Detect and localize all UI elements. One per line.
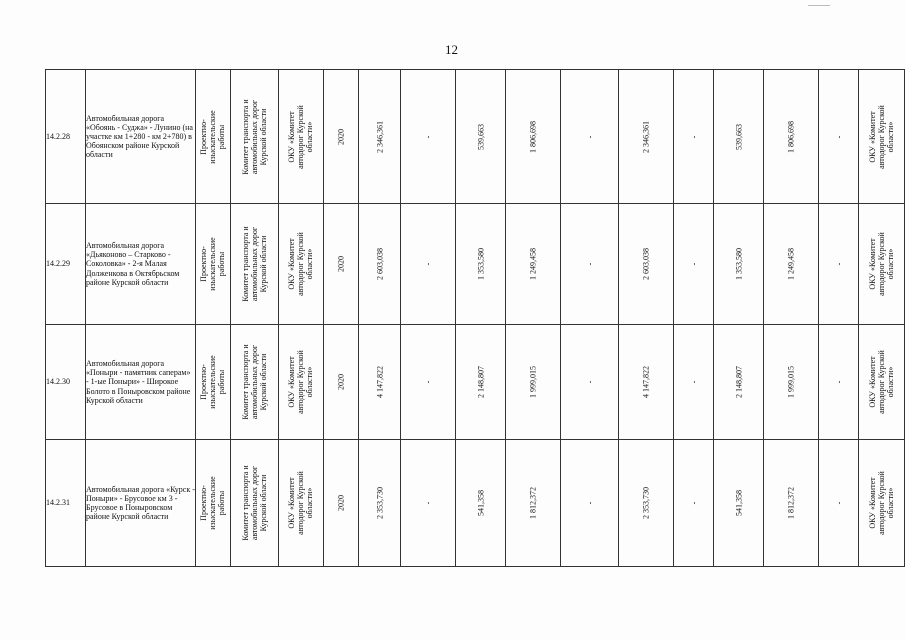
executor-cell (859, 70, 905, 204)
federal-budget: - (423, 501, 433, 505)
other-sources: - (584, 262, 594, 266)
total-amount: 2 346,361 (374, 120, 384, 153)
total-amount: 4 147,822 (374, 366, 384, 398)
federal-budget: - (423, 262, 433, 266)
local-budget-cell (506, 325, 561, 440)
customer: ОКУ «Комитет автодорог Курской области» (287, 471, 315, 535)
work-type: Проектно-изыскательские работы (199, 476, 227, 530)
executor: ОКУ «Комитет автодорог Курской области» (867, 471, 896, 535)
table-row (46, 325, 905, 440)
row-id: 14.2.29 (46, 204, 86, 325)
total-amount-cell (359, 70, 401, 204)
year-federal-budget: - (688, 135, 698, 138)
table-row (46, 440, 905, 567)
year-cell (324, 440, 359, 567)
local-budget: 1 999,015 (528, 366, 538, 398)
year: 2020 (336, 128, 346, 145)
responsible-committee-cell (231, 204, 279, 325)
year-total-amount: 2 603,038 (641, 248, 651, 280)
executor-cell (859, 440, 905, 567)
work-type-cell (196, 70, 231, 204)
year-federal-budget: - (688, 501, 698, 505)
federal-budget-cell (401, 325, 456, 440)
other-sources-cell (561, 440, 619, 567)
customer-cell (279, 325, 324, 440)
year-federal-budget: - (688, 380, 698, 384)
year-cell (324, 204, 359, 325)
year-regional-budget-cell (714, 70, 764, 204)
year-other-sources-cell (819, 325, 859, 440)
local-budget-cell (506, 440, 561, 567)
year-total-amount-cell (619, 70, 674, 204)
year: 2020 (336, 495, 346, 511)
object-name: Автомобильная дорога «Курск - Поныри» - Брусовое км 3 - Брусовое в Поныровском районе Курской области (86, 440, 196, 567)
customer-cell (279, 204, 324, 325)
year-local-budget-cell (764, 204, 819, 325)
row-id: 14.2.31 (46, 440, 86, 567)
regional-budget: 1 353,580 (475, 248, 485, 280)
regional-budget-cell (456, 325, 506, 440)
object-name: Автомобильная дорога «Дьяконово – Старково - Соколовка» - 2-я Малая Долженкова в Октябрьском районе Курской области (86, 204, 196, 325)
year-other-sources: - (833, 262, 843, 266)
other-sources-cell (561, 70, 619, 204)
work-type: Проектно-изыскательские работы (199, 109, 227, 164)
year: 2020 (336, 374, 346, 390)
year-federal-budget-cell (674, 70, 714, 204)
work-type-cell (196, 440, 231, 567)
year-regional-budget-cell (714, 440, 764, 567)
year-regional-budget: 1 353,580 (733, 248, 743, 280)
customer-cell (279, 70, 324, 204)
executor: ОКУ «Комитет автодорог Курской области» (867, 232, 896, 296)
table-row (46, 70, 905, 204)
year-federal-budget: - (688, 262, 698, 266)
regional-budget: 2 148,807 (475, 366, 485, 398)
year-local-budget-cell (764, 325, 819, 440)
year-federal-budget-cell (674, 440, 714, 567)
year-local-budget-cell (764, 70, 819, 204)
total-amount: 2 603,038 (374, 248, 384, 280)
row-id: 14.2.30 (46, 325, 86, 440)
year-other-sources-cell (819, 70, 859, 204)
responsible-committee: Комитет транспорта и автомобильных дорог Курской области (240, 465, 269, 541)
year-other-sources: - (833, 135, 843, 138)
object-name: Автомобильная дорога «Поныри - памятник саперам» - 1-ые Поныри» - Широкое Болото в Поныровском районе Курской области (86, 325, 196, 440)
year-total-amount: 4 147,822 (641, 366, 651, 398)
work-type-cell (196, 325, 231, 440)
year-total-amount-cell (619, 440, 674, 567)
regional-budget-cell (456, 440, 506, 567)
regional-budget-cell (456, 204, 506, 325)
total-amount-cell (359, 204, 401, 325)
federal-budget-cell (401, 70, 456, 204)
regional-budget-cell (456, 70, 506, 204)
year-local-budget: 1 806,698 (786, 120, 796, 153)
executor: ОКУ «Комитет автодорог Курской области» (867, 350, 896, 414)
executor: ОКУ «Комитет автодорог Курской области» (867, 104, 896, 169)
year-total-amount: 2 353,730 (641, 487, 651, 519)
federal-budget: - (423, 380, 433, 384)
year-local-budget-cell (764, 440, 819, 567)
work-type: Проектно-изыскательские работы (199, 237, 227, 291)
year-total-amount-cell (619, 325, 674, 440)
other-sources: - (584, 380, 594, 384)
total-amount-cell (359, 325, 401, 440)
total-amount: 2 353,730 (374, 487, 384, 519)
work-type-cell (196, 204, 231, 325)
year: 2020 (336, 256, 346, 272)
program-table (45, 69, 905, 567)
federal-budget: - (423, 135, 433, 138)
year-regional-budget: 539,663 (733, 123, 743, 150)
row-id: 14.2.28 (46, 70, 86, 204)
customer: ОКУ «Комитет автодорог Курской области» (287, 104, 315, 169)
local-budget: 1 812,372 (528, 487, 538, 519)
year-total-amount-cell (619, 204, 674, 325)
year-cell (324, 70, 359, 204)
responsible-committee: Комитет транспорта и автомобильных дорог Курской области (240, 226, 269, 302)
page-number: 12 (445, 42, 458, 57)
executor-cell (859, 325, 905, 440)
scan-mark (808, 5, 830, 6)
executor-cell (859, 204, 905, 325)
year-total-amount: 2 346,361 (641, 120, 651, 153)
customer: ОКУ «Комитет автодорог Курской области» (287, 232, 315, 296)
responsible-committee-cell (231, 70, 279, 204)
customer: ОКУ «Комитет автодорог Курской области» (287, 350, 315, 414)
regional-budget: 541,358 (475, 490, 485, 516)
other-sources: - (584, 135, 594, 138)
total-amount-cell (359, 440, 401, 567)
year-local-budget: 1 999,015 (786, 366, 796, 398)
work-type: Проектно-изыскательские работы (199, 355, 227, 409)
year-other-sources: - (833, 501, 843, 505)
object-name: Автомобильная дорога «Обоянь - Суджа» - Лунино (на участке км 1+280 - км 2+780) в Обоянском районе Курской области (86, 70, 196, 204)
federal-budget-cell (401, 440, 456, 567)
other-sources: - (584, 501, 594, 505)
local-budget-cell (506, 204, 561, 325)
responsible-committee-cell (231, 325, 279, 440)
year-local-budget: 1 249,458 (786, 248, 796, 280)
year-other-sources-cell (819, 204, 859, 325)
year-other-sources: - (833, 380, 843, 384)
year-local-budget: 1 812,372 (786, 487, 796, 519)
table-row (46, 204, 905, 325)
responsible-committee: Комитет транспорта и автомобильных дорог Курской области (240, 98, 269, 175)
year-regional-budget-cell (714, 204, 764, 325)
federal-budget-cell (401, 204, 456, 325)
year-federal-budget-cell (674, 325, 714, 440)
year-cell (324, 325, 359, 440)
year-federal-budget-cell (674, 204, 714, 325)
responsible-committee: Комитет транспорта и автомобильных дорог Курской области (240, 344, 269, 420)
year-other-sources-cell (819, 440, 859, 567)
local-budget: 1 806,698 (528, 120, 538, 153)
table-body (46, 70, 905, 567)
year-regional-budget: 541,358 (733, 490, 743, 516)
customer-cell (279, 440, 324, 567)
year-regional-budget: 2 148,807 (733, 366, 743, 398)
local-budget: 1 249,458 (528, 248, 538, 280)
regional-budget: 539,663 (475, 123, 485, 150)
other-sources-cell (561, 325, 619, 440)
other-sources-cell (561, 204, 619, 325)
responsible-committee-cell (231, 440, 279, 567)
local-budget-cell (506, 70, 561, 204)
year-regional-budget-cell (714, 325, 764, 440)
